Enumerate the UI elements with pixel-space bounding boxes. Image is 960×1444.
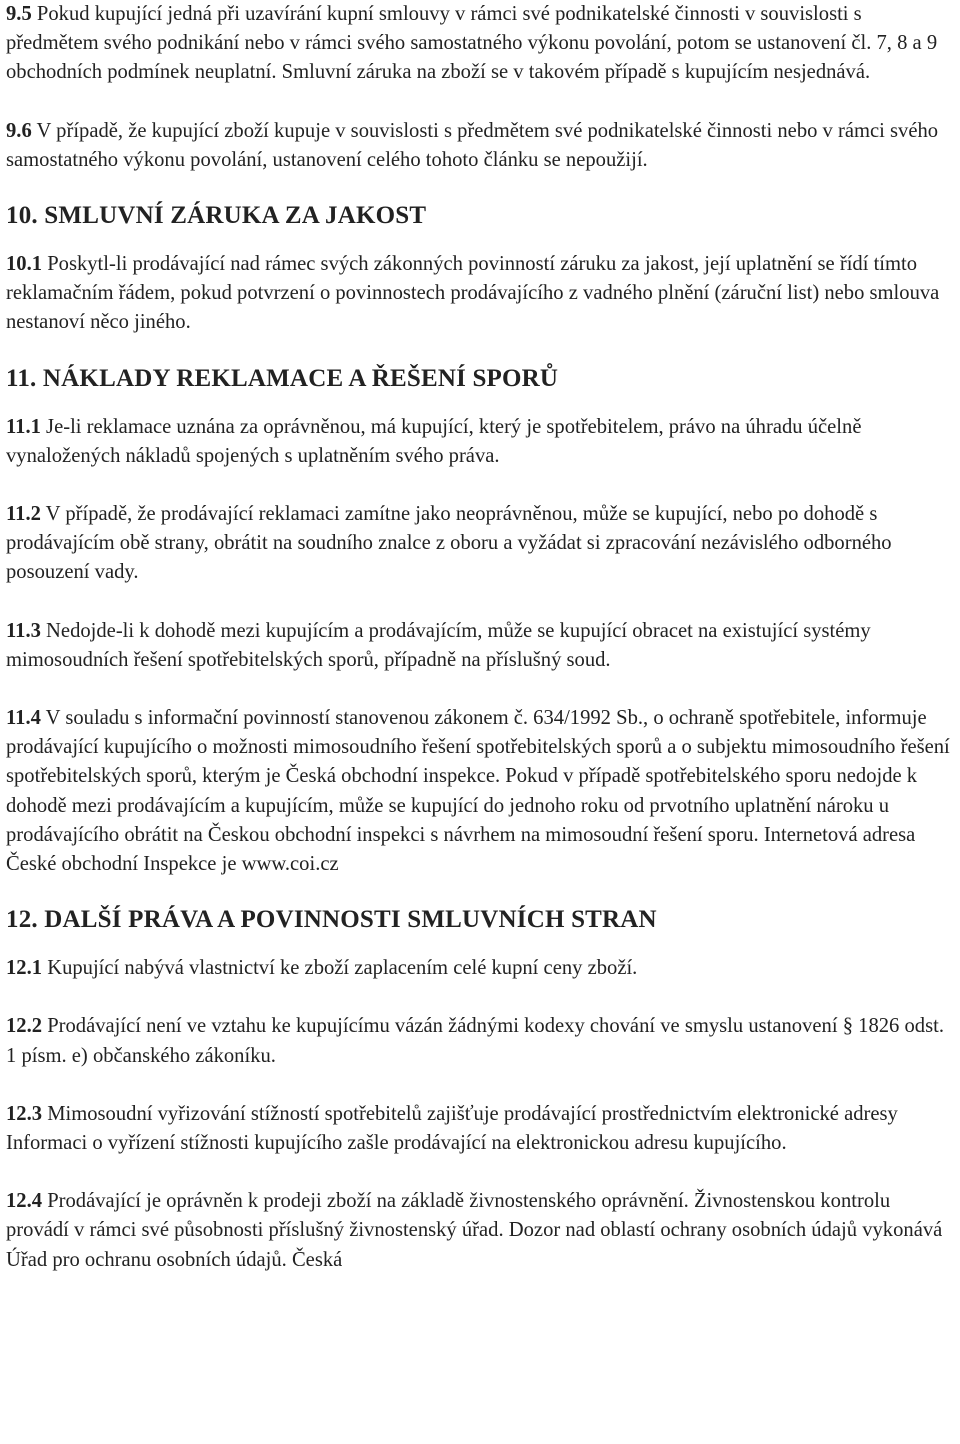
section-heading-12: 12. DALŠÍ PRÁVA A POVINNOSTI SMLUVNÍCH STRAN bbox=[6, 906, 657, 934]
clause-number: 11.4 bbox=[6, 707, 41, 730]
paragraph-text: V souladu s informační povinností stanovenou zákonem č. 634/1992 Sb., o ochraně spotřebitele, informuje prodávající kupujícího o možnosti mimosoudního řešení spotřebitelských sporů a o subjektu mimosoudního řešení spotřebitelských sporů, kterým je Česká obchodní inspekce. Pokud v případě spotřebitelského sporu nedojde k dohodě mezi prodávajícím a kupujícím, může se kupující do jednoho roku od prvotního uplatnění nároku u prodávajícího obrátit na Českou obchodní inspekci s návrhem na mimosoudní řešení sporu. Internetová adresa České obchodní Inspekce je www.coi.cz bbox=[6, 707, 950, 876]
clause-number: 12.3 bbox=[6, 1102, 43, 1125]
clause-number: 9.6 bbox=[6, 119, 32, 142]
section-heading-10: 10. SMLUVNÍ ZÁRUKA ZA JAKOST bbox=[6, 202, 427, 230]
clause-number: 11.3 bbox=[6, 619, 41, 642]
paragraph-text: Poskytl-li prodávající nad rámec svých zákonných povinností záruku za jakost, její uplatnění se řídí tímto reklamačním řádem, pokud potvrzení o povinnostech prodávajícího z vadného plnění (záruční list) nebo smlouva nestanoví něco jiného. bbox=[6, 253, 940, 334]
paragraph-9-5 bbox=[6, 0, 953, 88]
paragraph-text: Mimosoudní vyřizování stížností spotřebitelů zajišťuje prodávající prostřednictvím elektronické adresy Informaci o vyřízení stížnosti kupujícího zašle prodávající na elektronickou adresu kupujícího. bbox=[6, 1102, 898, 1155]
paragraph-11-2 bbox=[6, 500, 953, 588]
paragraph-11-3 bbox=[6, 617, 953, 675]
clause-number: 10.1 bbox=[6, 253, 43, 276]
paragraph-text: Prodávající není ve vztahu ke kupujícímu vázán žádnými kodexy chování ve smyslu ustanovení § 1826 odst. 1 písm. e) občanského zákoníku. bbox=[6, 1015, 944, 1067]
section-heading-11: 11. NÁKLADY REKLAMACE A ŘEŠENÍ SPORŮ bbox=[6, 364, 559, 392]
paragraph-text: Prodávající je oprávněn k prodeji zboží na základě živnostenského oprávnění. Živnostenskou kontrolu provádí v rámci své působnosti příslušný živnostenský úřad. Dozor nad oblastí ochrany osobních údajů vykonává Úřad pro ochranu osobních údajů. Česká bbox=[6, 1190, 943, 1271]
paragraph-9-6 bbox=[6, 117, 953, 175]
paragraph-10-1 bbox=[6, 250, 953, 338]
paragraph-text: Je-li reklamace uznána za oprávněnou, má kupující, který je spotřebitelem, právo na úhradu účelně vynaložených nákladů spojených s uplatněním svého práva. bbox=[6, 415, 862, 467]
clause-number: 11.1 bbox=[6, 415, 41, 438]
clause-number: 12.4 bbox=[6, 1190, 43, 1213]
paragraph-text: V případě, že kupující zboží kupuje v souvislosti s předmětem své podnikatelské činnosti nebo v rámci svého samostatného výkonu povolání, ustanovení celého tohoto článku se nepoužijí. bbox=[6, 119, 939, 171]
paragraph-12-4 bbox=[6, 1187, 953, 1275]
paragraph-12-3 bbox=[6, 1100, 953, 1158]
paragraph-text: Pokud kupující jedná při uzavírání kupní smlouvy v rámci své podnikatelské činnosti v souvislosti s předmětem svého podnikání nebo v rámci svého samostatného výkonu povolání, potom se ustanovení čl. 7, 8 a 9 obchodních podmínek neuplatní. Smluvní záruka na zboží se v takovém případě s kupujícím nesjednává. bbox=[6, 3, 938, 84]
clause-number: 12.2 bbox=[6, 1015, 43, 1038]
clause-number: 9.5 bbox=[6, 3, 32, 25]
paragraph-11-1 bbox=[6, 413, 953, 471]
paragraph-text: V případě, že prodávající reklamaci zamítne jako neoprávněnou, může se kupující, nebo po dohodě s prodávajícím obě strany, obrátit na soudního znalce z oboru a vyžádat si zpracování nezávislého odborného posouzení vady. bbox=[6, 503, 892, 584]
paragraph-12-2 bbox=[6, 1012, 953, 1070]
paragraph-text: Nedojde-li k dohodě mezi kupujícím a prodávajícím, může se kupující obracet na existující systémy mimosoudních řešení spotřebitelských sporů, případně na příslušný soud. bbox=[6, 619, 871, 671]
paragraph-12-1 bbox=[6, 954, 953, 983]
clause-number: 12.1 bbox=[6, 957, 43, 980]
paragraph-text: Kupující nabývá vlastnictví ke zboží zaplacením celé kupní ceny zboží. bbox=[42, 957, 638, 980]
paragraph-11-4 bbox=[6, 704, 953, 879]
clause-number: 11.2 bbox=[6, 503, 41, 526]
